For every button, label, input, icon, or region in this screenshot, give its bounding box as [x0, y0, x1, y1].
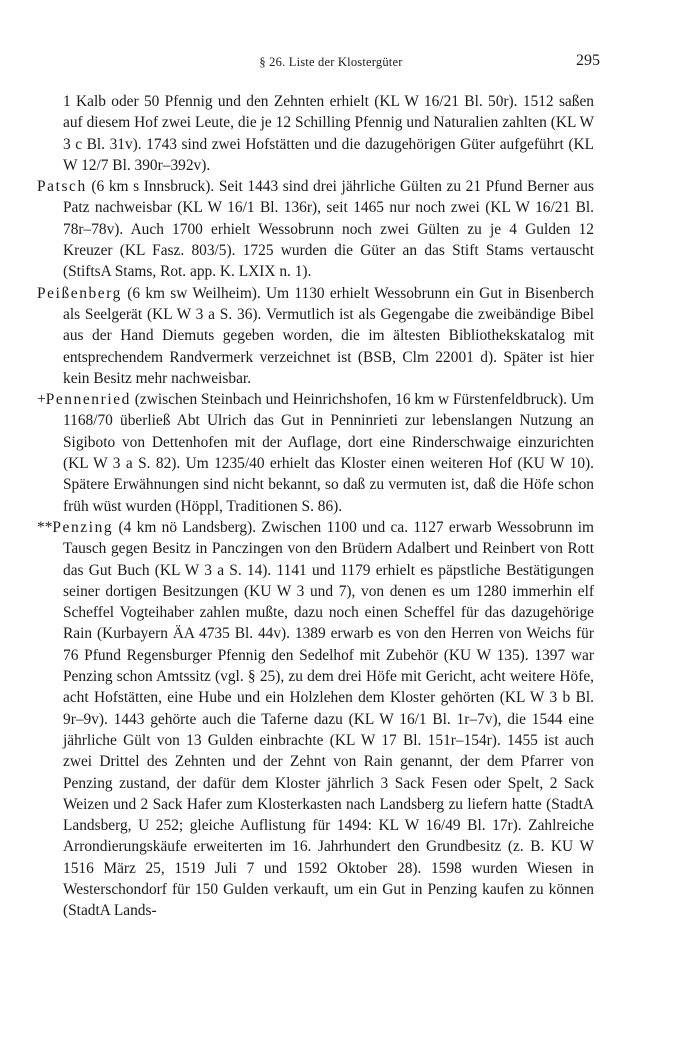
place-name: Pennenried: [45, 391, 131, 409]
entry-pennenried: [37, 389, 594, 517]
page-header: [62, 52, 600, 74]
entry-text: (zwischen Steinbach und Heinrichshofen, 16 km w Fürstenfeldbruck). Um 1168/70 überließ Abt Ulrich das Gut in Penninrieti zur lebenslangen Nutzung an Sigiboto von Dettenhofen mit der Auflage, dort eine Rinderschwaige einzurichten (KL W 3 a S. 82). Um 1235/40 erhielt das Kloster einen weiteren Hof (KU W 10). Spätere Erwähnungen sind nicht bekannt, so daß zu vermuten ist, daß die Höfe schon früh wüst wurden (Höppl, Traditionen S. 86).: [63, 391, 594, 515]
entry-continuation: [37, 91, 594, 176]
entry-patsch: [37, 176, 594, 282]
entry-text: (4 km nö Landsberg). Zwischen 1100 und ca. 1127 erwarb Wessobrunn im Tausch gegen Besitz in Panczingen von den Brüdern Adalbert und Reinbert von Rott das Gut Buch (KL W 3 a S. 14). 1141 und 1179 erhielt es päpstliche Bestätigungen seiner dortigen Besitzungen (KU W 3 und 7), von denen es um 1280 immerhin elf Scheffel Vogteihaber zahlen mußte, dazu noch einen Scheffel für das dazugehörige Rain (Kurbayern ÄA 4735 Bl. 44v). 1389 erwarb es von den Herren von Weichs für 76 Pfund Regensburger Pfennig den Sedelhof mit Zubehör (KU W 135). 1397 war Penzing schon Amtssitz (vgl. § 25), zu dem drei Höfe mit Gericht, acht weitere Höfe, acht Hofstätten, eine Hube und ein Holzlehen dem Kloster gehörten (KL W 3 b Bl. 9r–9v). 1443 gehörte auch die Taferne dazu (KL W 16/1 Bl. 1r–7v), die 1544 eine jährliche Gült von 13 Gulden einbrachte (KL W 17 Bl. 151r–154r). 1455 ist auch zwei Drittel des Zehnten und der Zehnt von Rain genannt, der dem Pfarrer von Penzing zustand, der dafür dem Kloster jährlich 3 Sack Fesen oder Spelt, 2 Sack Weizen und 2 Sack Hafer zum Klosterkasten nach Landsberg zu liefern hatte (StadtA Landsberg, U 252; gleiche Auflistung für 1494: KL W 16/49 Bl. 17r). Zahlreiche Arrondierungskäufe erweiterten im 16. Jahrhundert den Grundbesitz (z. B. KU W 1516 März 25, 1519 Juli 7 und 1592 Oktober 28). 1598 wurden Wiesen in Westerschondorf für 150 Gulden verkauft, um ein Gut in Penzing kaufen zu können (StadtA Lands-: [63, 518, 594, 920]
entry-peissenberg: [37, 283, 594, 389]
body-text: [37, 91, 594, 922]
entry-marker: **: [37, 518, 53, 536]
page-number: 295: [576, 52, 600, 69]
running-title: § 26. Liste der Klostergüter: [259, 55, 403, 69]
place-name: Patsch: [37, 178, 87, 196]
entry-text: 1 Kalb oder 50 Pfennig und den Zehnten erhielt (KL W 16/21 Bl. 50r). 1512 saßen auf diesem Hof zwei Leute, die je 12 Schilling Pfennig und Naturalien zahlten (KL W 3 c Bl. 31v). 1743 sind zwei Hofstätten und die dazugehörigen Güter aufgeführt (KL W 12/7 Bl. 390r–392v).: [63, 93, 594, 174]
place-name: Penzing: [52, 518, 114, 536]
entry-penzing: [37, 517, 594, 922]
entry-text: (6 km s Innsbruck). Seit 1443 sind drei jährliche Gülten zu 21 Pfund Berner aus Patz nachweisbar (KL W 16/1 Bl. 136r), seit 1465 nur noch zwei (KL W 16/21 Bl. 78r–78v). Auch 1700 erhielt Wessobrunn noch zwei Gülten zu je 4 Gulden 12 Kreuzer (KL Fasz. 803/5). 1725 wurden die Güter an das Stift Stams vertauscht (StiftsA Stams, Rot. app. K. LXIX n. 1).: [63, 178, 594, 281]
entry-text: (6 km sw Weilheim). Um 1130 erhielt Wessobrunn ein Gut in Bisenberch als Seelgerät (KL W 3 a S. 36). Vermutlich ist als Gegengabe die zweibändige Bibel aus der Hand Diemuts gegeben worden, die im ältesten Bibliothekskatalog mit entsprechendem Randvermerk verzeichnet ist (BSB, Clm 22001 d). Später ist hier kein Besitz mehr nachweisbar.: [63, 284, 594, 387]
entry-marker: +: [37, 391, 46, 409]
place-name: Peißenberg: [37, 284, 122, 302]
